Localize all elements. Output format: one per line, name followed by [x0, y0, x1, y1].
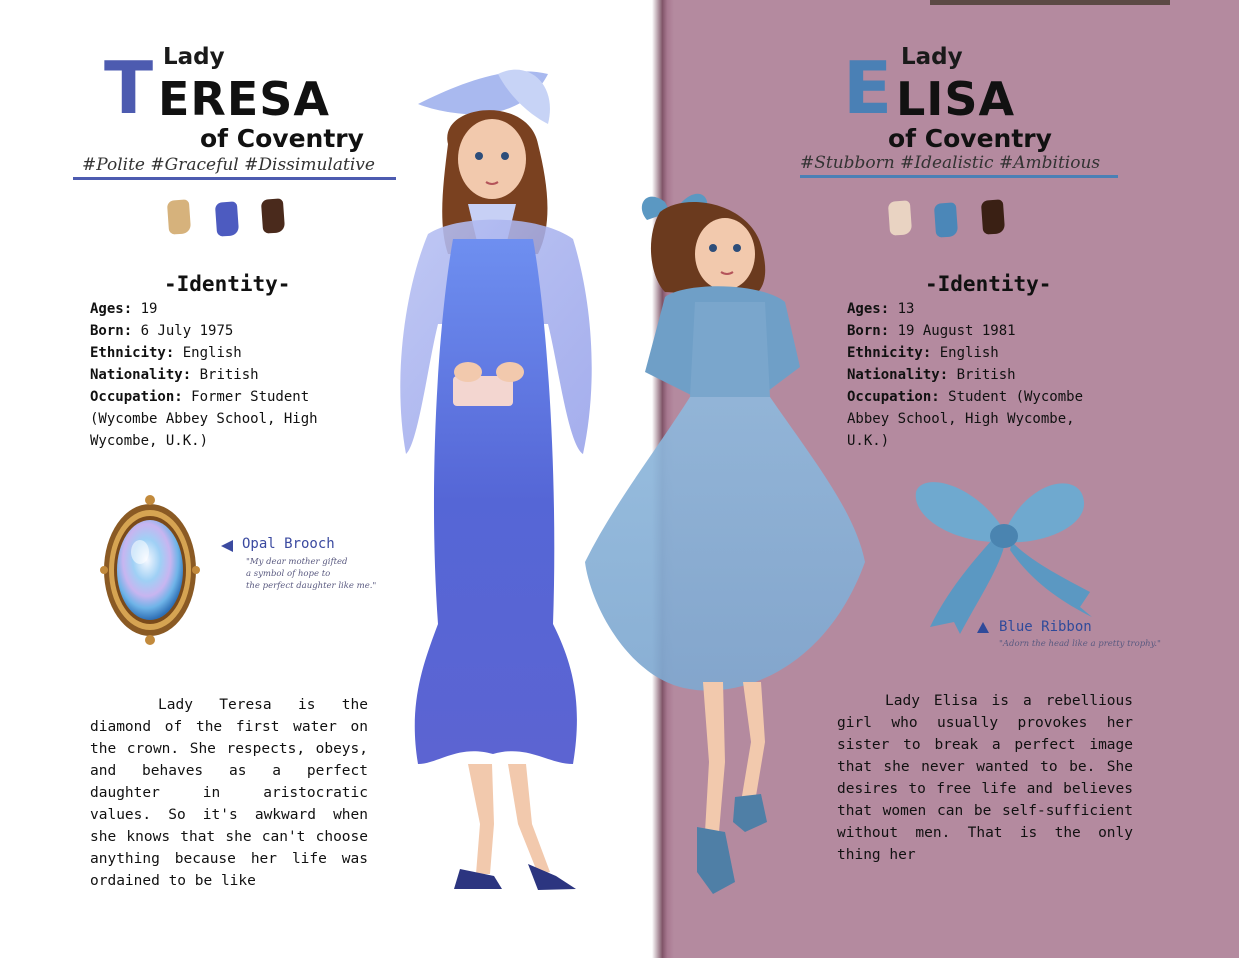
elisa-bio — [837, 690, 1133, 866]
identity-label: Ethnicity: — [90, 345, 175, 361]
elisa-swatch-hair — [981, 199, 1005, 234]
identity-continuation: (Wycombe Abbey School, High — [90, 411, 318, 427]
identity-row — [847, 320, 1147, 342]
identity-label: Occupation: — [90, 389, 183, 405]
elisa-swatch-skin — [888, 200, 912, 235]
identity-label: Nationality: — [847, 367, 949, 383]
identity-value: 19 — [132, 301, 158, 317]
quote-line: "My dear mother gifted — [246, 557, 348, 567]
elisa-lady-label: Lady — [901, 44, 963, 70]
teresa-bio-text: Lady Teresa is the diamond of the first water on the crown. She respects, obeys, and behaves as a perfect daughter in aristocratic values. So it's awkward when she knows that she can't choose anything because her life was ordained to be like — [90, 697, 368, 889]
pointer-up-icon — [977, 622, 989, 633]
top-brush-stroke — [930, 0, 1170, 5]
identity-row — [90, 342, 390, 364]
identity-row — [847, 298, 1147, 320]
identity-value: English — [174, 345, 242, 361]
elisa-name: LISA — [896, 72, 1016, 126]
identity-value: 6 July 1975 — [132, 323, 234, 339]
elisa-tags-underline — [800, 175, 1118, 178]
teresa-tags-underline — [73, 177, 396, 180]
elisa-of-coventry: of Coventry — [888, 124, 1052, 153]
identity-value: English — [931, 345, 999, 361]
opal-brooch-label: Opal Brooch — [242, 536, 335, 552]
identity-continuation: U.K.) — [847, 433, 890, 449]
identity-value: 13 — [889, 301, 915, 317]
identity-label: Ages: — [847, 301, 890, 317]
teresa-identity-heading: -Identity- — [164, 272, 291, 296]
opal-brooch-illustration — [98, 490, 204, 650]
identity-label: Born: — [847, 323, 890, 339]
teresa-illustration — [398, 64, 608, 894]
teresa-name: ERESA — [158, 72, 330, 126]
identity-value: Student (Wycombe — [939, 389, 1084, 405]
elisa-tags: #Stubborn #Idealistic #Ambitious — [800, 153, 1101, 173]
blue-ribbon-illustration — [912, 472, 1097, 637]
identity-row — [847, 386, 1147, 408]
elisa-identity-list — [847, 298, 1147, 452]
teresa-identity-list — [90, 298, 390, 452]
blue-ribbon-quote — [999, 638, 1161, 650]
identity-value: British — [948, 367, 1016, 383]
identity-row — [847, 364, 1147, 386]
teresa-tags: #Polite #Graceful #Dissimulative — [82, 155, 375, 175]
identity-label: Born: — [90, 323, 133, 339]
elisa-bio-text: Lady Elisa is a rebellious girl who usually provokes her sister to break a perfect image that she never wanted to be. She desires to free life and believes that women can be self-sufficient without men. That is the only thing her — [837, 693, 1133, 863]
identity-continuation: Wycombe, U.K.) — [90, 433, 209, 449]
teresa-lady-label: Lady — [163, 44, 225, 70]
identity-row — [90, 320, 390, 342]
teresa-swatch-skin — [167, 199, 191, 234]
identity-label: Nationality: — [90, 367, 192, 383]
teresa-swatch-hair — [261, 198, 285, 233]
identity-value: British — [191, 367, 259, 383]
teresa-of-coventry: of Coventry — [200, 124, 364, 153]
teresa-swatch-dress — [215, 201, 239, 236]
elisa-initial: E — [843, 46, 893, 130]
identity-continuation: Abbey School, High Wycombe, — [847, 411, 1075, 427]
blue-ribbon-label: Blue Ribbon — [999, 619, 1092, 635]
elisa-identity-heading: -Identity- — [925, 272, 1052, 296]
identity-row — [90, 364, 390, 386]
elisa-swatch-dress — [934, 202, 958, 237]
identity-row — [847, 342, 1147, 364]
identity-row — [90, 298, 390, 320]
teresa-initial: T — [104, 46, 154, 130]
opal-brooch-quote — [246, 556, 376, 592]
pointer-left-icon — [221, 540, 233, 552]
teresa-bio — [90, 694, 368, 892]
elisa-illustration — [585, 182, 870, 898]
identity-value: Former Student — [182, 389, 310, 405]
identity-label: Ethnicity: — [847, 345, 932, 361]
identity-row — [90, 386, 390, 408]
identity-label: Ages: — [90, 301, 133, 317]
quote-line: a symbol of hope to — [246, 569, 331, 579]
quote-line: the perfect daughter like me." — [246, 581, 377, 591]
identity-label: Occupation: — [847, 389, 940, 405]
identity-value: 19 August 1981 — [889, 323, 1016, 339]
quote-line: "Adorn the head like a pretty trophy." — [999, 639, 1161, 649]
